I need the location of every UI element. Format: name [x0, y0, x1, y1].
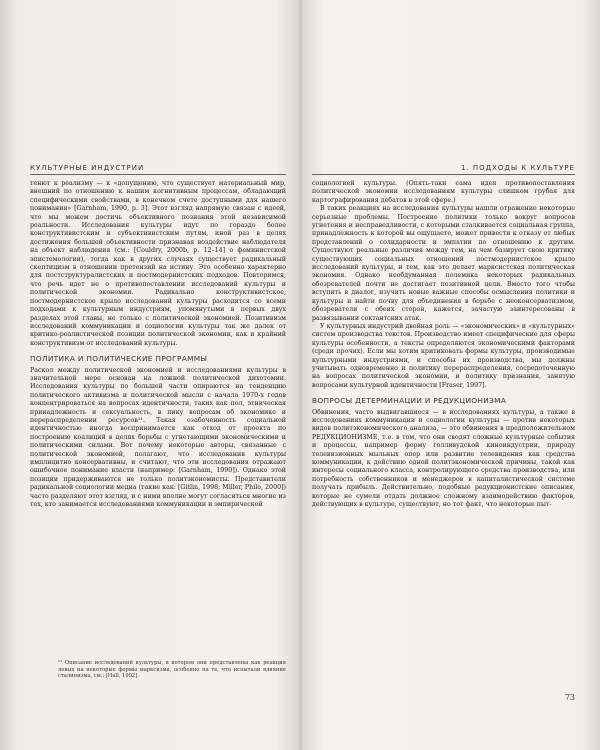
paragraph: социологией культуры. (Опять-таки сама идея противопоставления политической экономии исследованиям культуры слишком грубая для картографирования дебатов в этой сфере.) [312, 180, 575, 204]
running-head-left: КУЛЬТУРНЫЕ ИНДУСТРИИ [30, 164, 145, 172]
running-head-right: 1. ПОДХОДЫ К КУЛЬТУРЕ [460, 164, 575, 172]
header-rule-right [312, 174, 575, 175]
paragraph: Раскол между политической экономией и исследованиями культуры в значительной мере основан на ложной политической дихотомии. Исследования культуры по большей части опираются на тенденцию политического активизма и политической мысли с начала 1970-х годов концентрироваться на вопросах идентичности, таких как пол, этническая принадлежность и сексуальность, в пику вопросам об экономике и перераспределении ресурсов¹¹. Такая озабоченность социальной идентичностью иногда воспринимается как отход от проекта по построению коалиций в целях борьбы с угнетающими экономическими и политическими силами. Вот почему некоторые авторы, связанные с политической экономией, полагают, что исследования культуры имплицитно консервативны, и считают, что эти исследования отражают ошибочное понимание власти (например: [Garnham, 1990]). Однако этой позиции придерживаются не только политэкономисты. Представители радикальной социологии медиа (такие как: [Gitlin, 1998; Miller, Philo, 2000]) часто разделяют этот взгляд, и с ними вполне могут согласиться многие из тех, кто занимается исследованиями коммуникации и эмпирической [30, 366, 286, 509]
footnote: ¹¹ Описание исследований культуры, в котором они представлены как реакция левых на некоторые формы марксизма, особенно на те, что испытали влияние сталинизма, см.: [Hall, 1992]. [58, 660, 286, 680]
paragraph: тенют к реализму — к «допущению, что существует материальный мир, внешний по отношению к нашим когнитивным процессам, обладающий специфическими свойствами, в конечном счете доступными для нашего понимания» [Garnham, 1990, p. 3]. Этот взгляд напрямую связан с идеей, что мы можем достичь объективного познания этой независимой реальности. Исследования культуры идут по гораздо более конструктивистским и субъективистским путям, иной раз в целях достижения большей объективности признавая воздействие наблюдателя на объект наблюдения (см.: [Couldry, 2000b, p. 12–14] о феминистской эпистемологии), тогда как в других случаях существует радикальный скептицизм в отношении претензий на истину. Это особенно характерно для постструктуралистских и постмодернистских подходов. Повторимся, что речь идет не о противопоставлении исследований культуры и политической экономии. Радикально конструктивистское, постмодернистское крыло исследований культуры расходится со всеми подходами к культурным индустриям, упомянутыми в первых двух разделах этой главы, не только с политической экономией. Позитивизм исследований коммуникации и социологии культуры так же далек от критико-реалистической позиции политической экономии, как и крайний конструктивизм от исследований культуры. [30, 180, 286, 347]
paragraph: В таких реакциях на исследования культуры нашли отражение некоторые серьезные проблемы. Построение политики только вокруг вопросов угнетения и несправедливости, с которыми сталкивается социальная группа, принадлежность к которой вы ощущаете, может привести к отказу от любых представлений о солидарности и эмпатии по отношению к другим. Существуют реальные различия между тем, на чем базирует свою критику существующих социальных отношений постмодернистское крыло исследований культуры, и тем, как это делает марксистская политическая экономия. Однако необдуманная полемика некоторых радикальных обозревателей почти не достигает позитивной цели. Вместо того чтобы вступить в диалог, изучить новые важные способы осмысления политики и культуры и найти почву для объединения в борьбе с неоконсерватизмом, обозреватели с обеих сторон, кажется, зачастую заинтересованы в развязывании сектантских атак. [312, 205, 575, 322]
page-number: 73 [564, 693, 575, 702]
left-text-column [30, 180, 286, 509]
right-text-column [312, 180, 575, 509]
section-heading: ПОЛИТИКА И ПОЛИТИЧЕСКИЕ ПРОГРАММЫ [30, 354, 208, 364]
right-page [300, 0, 600, 750]
paragraph: Обвинения, часто выдвигавшиеся — в исследованиях культуры, а также в исследованиях коммуникации и социологии культуры — против некоторых видов политэкономического анализа, — это обвинения в предположительном РЕДУКЦИОНИЗМЕ, т.е. в том, что они сводят сложные культурные события и процессы, например форму голливудской киноиндустрии, природу телевизионных мыльных опер или развитие телевидения как средства коммуникации, к действию одной политэкономической причины, такой как интересы социального класса, контролирующего средства производства, или потребность собственников и менеджеров в капиталистической системе получать прибыль. Действительно, подобные редукционистские описания, которые не сумели отдать должное сложному взаимодействию факторов, действующих в культуре, существуют, но тот факт, что некоторые пыт- [312, 408, 575, 509]
paragraph: У культурных индустрий двойная роль — «экономических» и «культурных» систем производства текстов. Производство имеет специфические для сферы культуры особенности, а тексты определяются экономическими факторами (среди прочих). Если мы хотим критиковать формы культуры, производимые культурными индустриями, и способы их производства, мы должны учитывать одновременно и политику перераспределения, сосредоточенную на вопросах политической экономии, и политику признания, занятую вопросами культурной идентичности [Fraser, 1997]. [312, 322, 575, 389]
section-heading: ВОПРОСЫ ДЕТЕРМИНАЦИИ И РЕДУКЦИОНИЗМА [312, 396, 507, 406]
header-rule-left [30, 174, 286, 175]
